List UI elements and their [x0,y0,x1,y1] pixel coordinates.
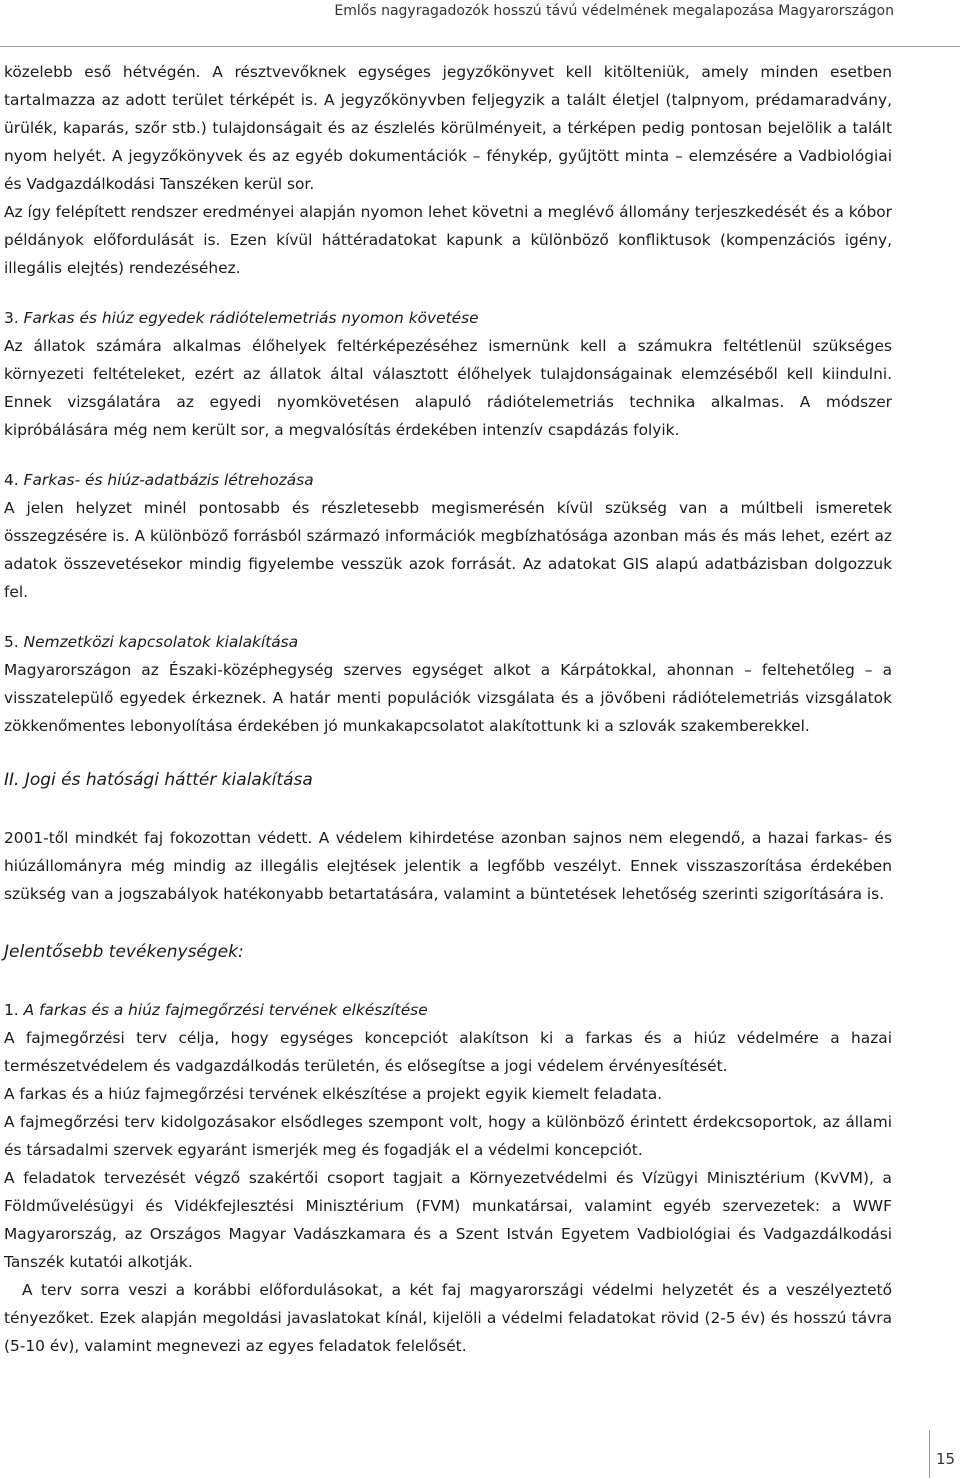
activity-1-number: 1. [4,1001,19,1019]
running-title: Emlős nagyragadozók hosszú távú védelmének megalapozása Magyarországon [334,3,894,19]
activity-1-paragraph-3: A fajmegőrzési terv kidolgozásakor elsődleges szempont volt, hogy a különböző érintett érdekcsoportok, az állami és társadalmi szervek egyaránt ismerjék meg és fogadják el a védelmi koncepciót. [4,1113,892,1159]
paragraph-intro-1: közelebb eső hétvégén. A résztvevőknek egységes jegyzőkönyvet kell kitölteniük, amely minden esetben tartalmazza az adott terület térképét is. A jegyzőkönyvben feljegyzik a talált életjel (talpnyom, prédamaradvány, ürülék, kaparás, szőr stb.) tulajdonságait és az észlelés körülményeit, a térképen pedig pontosan bejelölik a talált nyom helyét. A jegyzőkönyvek és az egyéb dokumentációk – fénykép, gyűjtött minta – elemzésére a Vadbiológiai és Vadgazdálkodási Tanszéken kerül sor. [4,63,892,193]
activity-1-paragraph-1: A fajmegőrzési terv célja, hogy egységes koncepciót alakítson ki a farkas és a hiúz védelmére a hazai természetvédelem és vadgazdálkodás területén, és elősegítse a jogi védelem érvényesítését. [4,1029,892,1075]
running-header [0,0,960,47]
spacer [4,908,892,938]
section-4-heading [4,466,892,494]
activity-1-paragraph-5: A terv sorra veszi a korábbi előfordulásokat, a két faj magyarországi védelmi helyzetét és a veszélyeztető tényezőket. Ezek alapján megoldási javaslatokat kínál, kijelöli a védelmi feladatokat rövid (2-5 év) és hosszú távra (5-10 év), valamint megnevezi az egyes feladatok felelősét. [4,1281,892,1355]
section-ii-text: 2001-től mindkét faj fokozottan védett. A védelem kihirdetése azonban sajnos nem elegendő, a hazai farkas- és hiúzállományra még mindig az illegális elejtések jelentik a legfőbb veszélyt. Ennek visszaszorítása érdekében szükség van a jogszabályok hatékonyabb betartatására, valamint a büntetések lehetőség szerinti szigorítására is. [4,829,892,903]
section-3-text: Az állatok számára alkalmas élőhelyek feltérképezéséhez ismernünk kell a számukra feltétlenül szükséges környezeti feltételeket, ezért az állatok által választott élőhelyek tulajdonságainak elemzéséből kell kiindulni. Ennek vizsgálatára az egyedi nyomkövetésen alapuló rádiótelemetriás technika alkalmas. A módszer kipróbálására még nem került sor, a megvalósítás érdekében intenzív csapdázás folyik. [4,337,892,439]
section-4-text: A jelen helyzet minél pontosabb és részletesebb megismerésén kívül szükség van a múltbeli ismeretek összegzésére is. A különböző forrásból származó információk megbízhatósága azonban más és más lehet, ezért az adatok összevetésekor mindig figyelembe vesszük azok forrását. Az adatokat GIS alapú adatbázisban dolgozzuk fel. [4,499,892,601]
section-4-number: 4. [4,471,19,489]
spacer [4,966,892,996]
spacer [4,444,892,466]
section-3-title: Farkas és hiúz egyedek rádiótelemetriás nyomon követése [23,309,479,327]
section-5-text: Magyarországon az Északi-középhegység szerves egységet alkot a Kárpátokkal, ahonnan – feltehetőleg – a visszatelepülő egyedek érkeznek. A határ menti populációk vizsgálata és a jövőbeni rádiótelemetriás vizsgálatok zökkenőmentes lebonyolítása érdekében jó munkakapcsolatot alakítottunk ki a szlovák szakemberekkel. [4,661,892,735]
page-body [4,58,892,1360]
activity-1-heading [4,996,892,1024]
activity-1-paragraph-4: A feladatok tervezését végző szakértői csoport tagjait a Környezetvédelmi és Vízügyi Minisztérium (KvVM), a Földművelésügyi és Vidékfejlesztési Minisztérium (FVM) munkatársai, valamint egyéb szervezetek: a WWF Magyarország, az Országos Magyar Vadászkamara és a Szent István Egyetem Vadbiológiai és Vadgazdálkodási Tanszék kutatói alkotják. [4,1169,892,1271]
section-5-number: 5. [4,633,19,651]
spacer [4,794,892,824]
page-number: 15 [936,1450,956,1468]
section-5-title: Nemzetközi kapcsolatok kialakítása [23,633,299,651]
section-3-heading [4,304,892,332]
section-5-heading [4,628,892,656]
spacer [4,740,892,766]
spacer [4,606,892,628]
paragraph-intro-2: Az így felépített rendszer eredményei alapján nyomon lehet követni a meglévő állomány terjeszkedését és a kóbor példányok előfordulását is. Ezen kívül háttéradatokat kapunk a különböző konfliktusok (kompenzációs igény, illegális elejtés) rendezéséhez. [4,203,892,277]
activity-1-paragraph-2: A farkas és a hiúz fajmegőrzési tervének elkészítése a projekt egyik kiemelt feladata. [4,1085,663,1103]
section-4-title: Farkas- és hiúz-adatbázis létrehozása [23,471,314,489]
section-ii-heading: II. Jogi és hatósági háttér kialakítása [4,770,313,790]
page-number-rule [929,1430,930,1478]
activities-heading: Jelentősebb tevékenységek: [4,942,244,962]
activity-1-title: A farkas és a hiúz fajmegőrzési tervének elkészítése [23,1001,428,1019]
section-3-number: 3. [4,309,19,327]
spacer [4,282,892,304]
